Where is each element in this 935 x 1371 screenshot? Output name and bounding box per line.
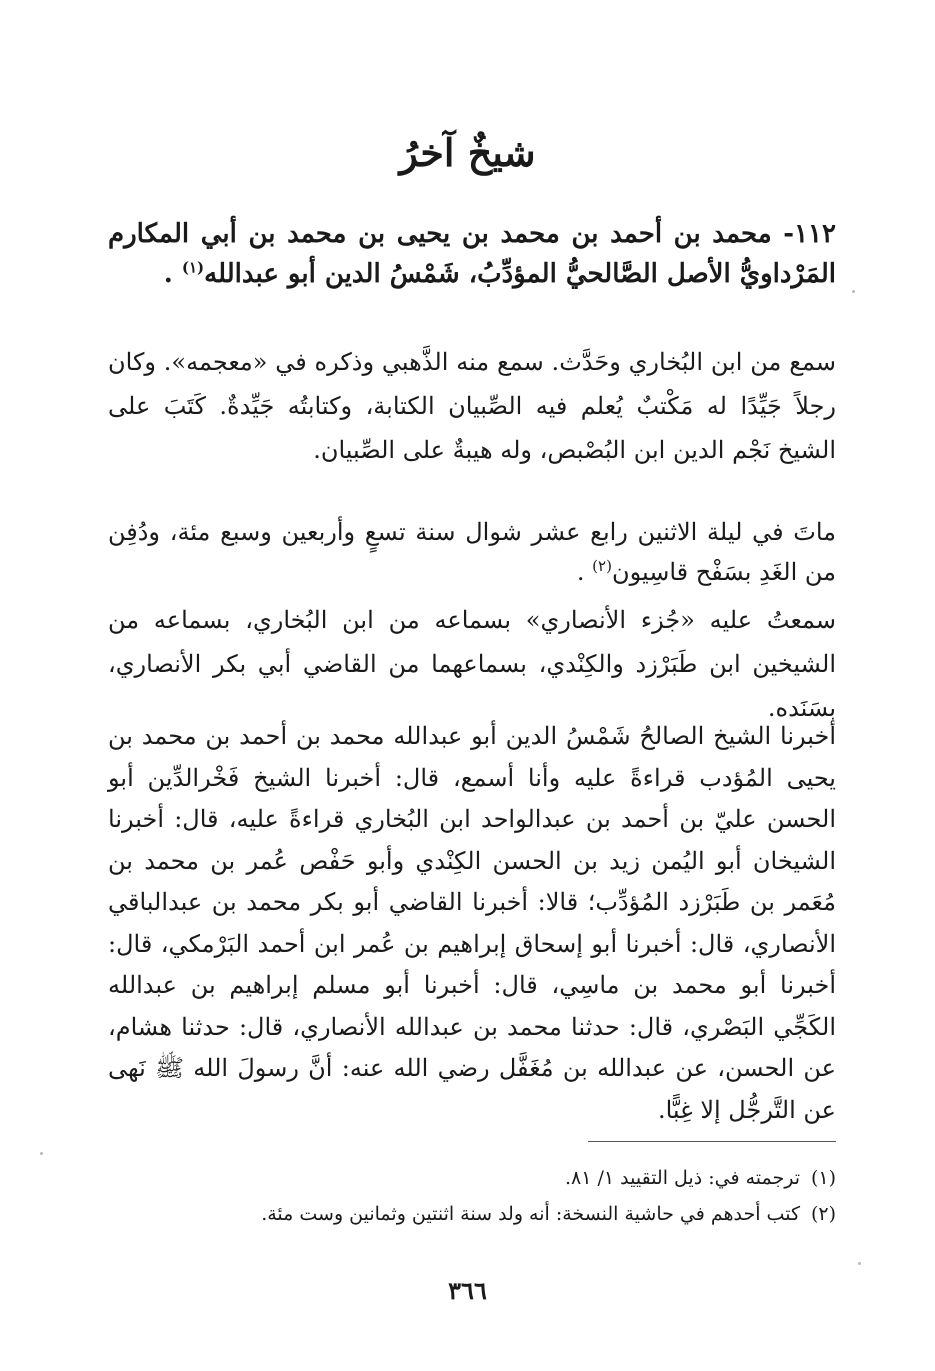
- footnotes-list: [108, 1160, 836, 1232]
- paragraph-death: [108, 512, 836, 592]
- paragraph-death-text: ماتَ في ليلة الاثنين رابع عشر شوال سنة تسعٍ وأربعين وسبع مئة، ودُفِن من الغَدِ بسَفْح قاسِيون: [108, 518, 836, 586]
- footnote-ref-1[interactable]: (١): [181, 258, 205, 277]
- footnote-text: كتب أحدهم في حاشية النسخة: أنه ولد سنة اثنتين وثمانين وست مئة.: [261, 1203, 800, 1225]
- scan-speck: [40, 1152, 43, 1155]
- entry-title-end: .: [163, 259, 173, 289]
- entry-title-text: ١١٢- محمد بن أحمد بن محمد بن يحيى بن محمد بن أبي المكارم المَرْداويُّ الأصل الصَّالحيُّ المؤدِّبُ، شَمْسُ الدين أبو عبدالله: [108, 219, 836, 289]
- section-heading: شيخٌ آخرُ: [399, 130, 536, 175]
- paragraph-biography: سمع من ابن البُخاري وحَدَّث. سمع منه الذَّهبي وذكره في «معجمه». وكان رجلاً جَيِّدًا له مَكْتبٌ يُعلم فيه الصِّبيان الكتابة، وكتابتُه جَيِّدةٌ. كَتَبَ على الشيخ نَجْم الدين ابن البُصْبص، وله هيبةٌ على الصِّبيان.: [108, 348, 836, 464]
- page-number: ٣٦٦: [448, 1276, 487, 1305]
- footnote-item: [108, 1196, 836, 1232]
- footnote-text: ترجمته في: ذيل التقييد ١/ ٨١.: [564, 1167, 800, 1189]
- paragraph-hearing: سمعتُ عليه «جُزء الأنصاري» بسماعه من ابن البُخاري، بسماعه من الشيخين ابن طَبَرْزد والكِنْدي، بسماعهما من القاضي أبي بكر الأنصاري، بسَنَده.: [108, 606, 836, 722]
- footnote-item: [108, 1160, 836, 1196]
- scan-speck: [852, 290, 855, 293]
- footnote-marker: (١): [810, 1167, 836, 1189]
- paragraph-death-end: .: [576, 558, 585, 586]
- paragraph-isnad: أخبرنا الشيخ الصالحُ شَمْسُ الدين أبو عبدالله محمد بن أحمد بن محمد بن يحيى المُؤدب قراءةً عليه وأنا أسمع، قال: أخبرنا الشيخ فَخْرالدِّين أبو الحسن عليّ بن أحمد بن عبدالواحد ابن البُخاري قراءةً عليه، قال: أخبرنا الشيخان أبو اليُمن زيد بن الحسن الكِنْدي وأبو حَفْص عُمر بن محمد بن مُعَمر بن طَبَرْزد المُؤدِّب؛ قالا: أخبرنا القاضي أبو بكر محمد بن عبدالباقي الأنصاري، قال: أخبرنا أبو إسحاق إبراهيم بن عُمر ابن أحمد البَرْمكي، قال: أخبرنا أبو محمد بن ماسِي، قال: أخبرنا أبو مسلم إبراهيم بن عبدالله الكَجِّي البَصْري، قال: حدثنا محمد بن عبدالله الأنصاري، قال: حدثنا هشام، عن الحسن، عن عبدالله بن مُغَفَّل رضي الله عنه: أنَّ رسولَ الله ﷺ نَهى عن التَّرجُّل إلا غِبًّا.: [108, 722, 836, 1124]
- footnote-divider: [588, 1141, 836, 1142]
- footnote-ref-2[interactable]: (٢): [592, 557, 612, 575]
- scan-speck: [858, 1262, 861, 1265]
- footnote-marker: (٢): [810, 1203, 836, 1225]
- entry-title: [108, 214, 836, 294]
